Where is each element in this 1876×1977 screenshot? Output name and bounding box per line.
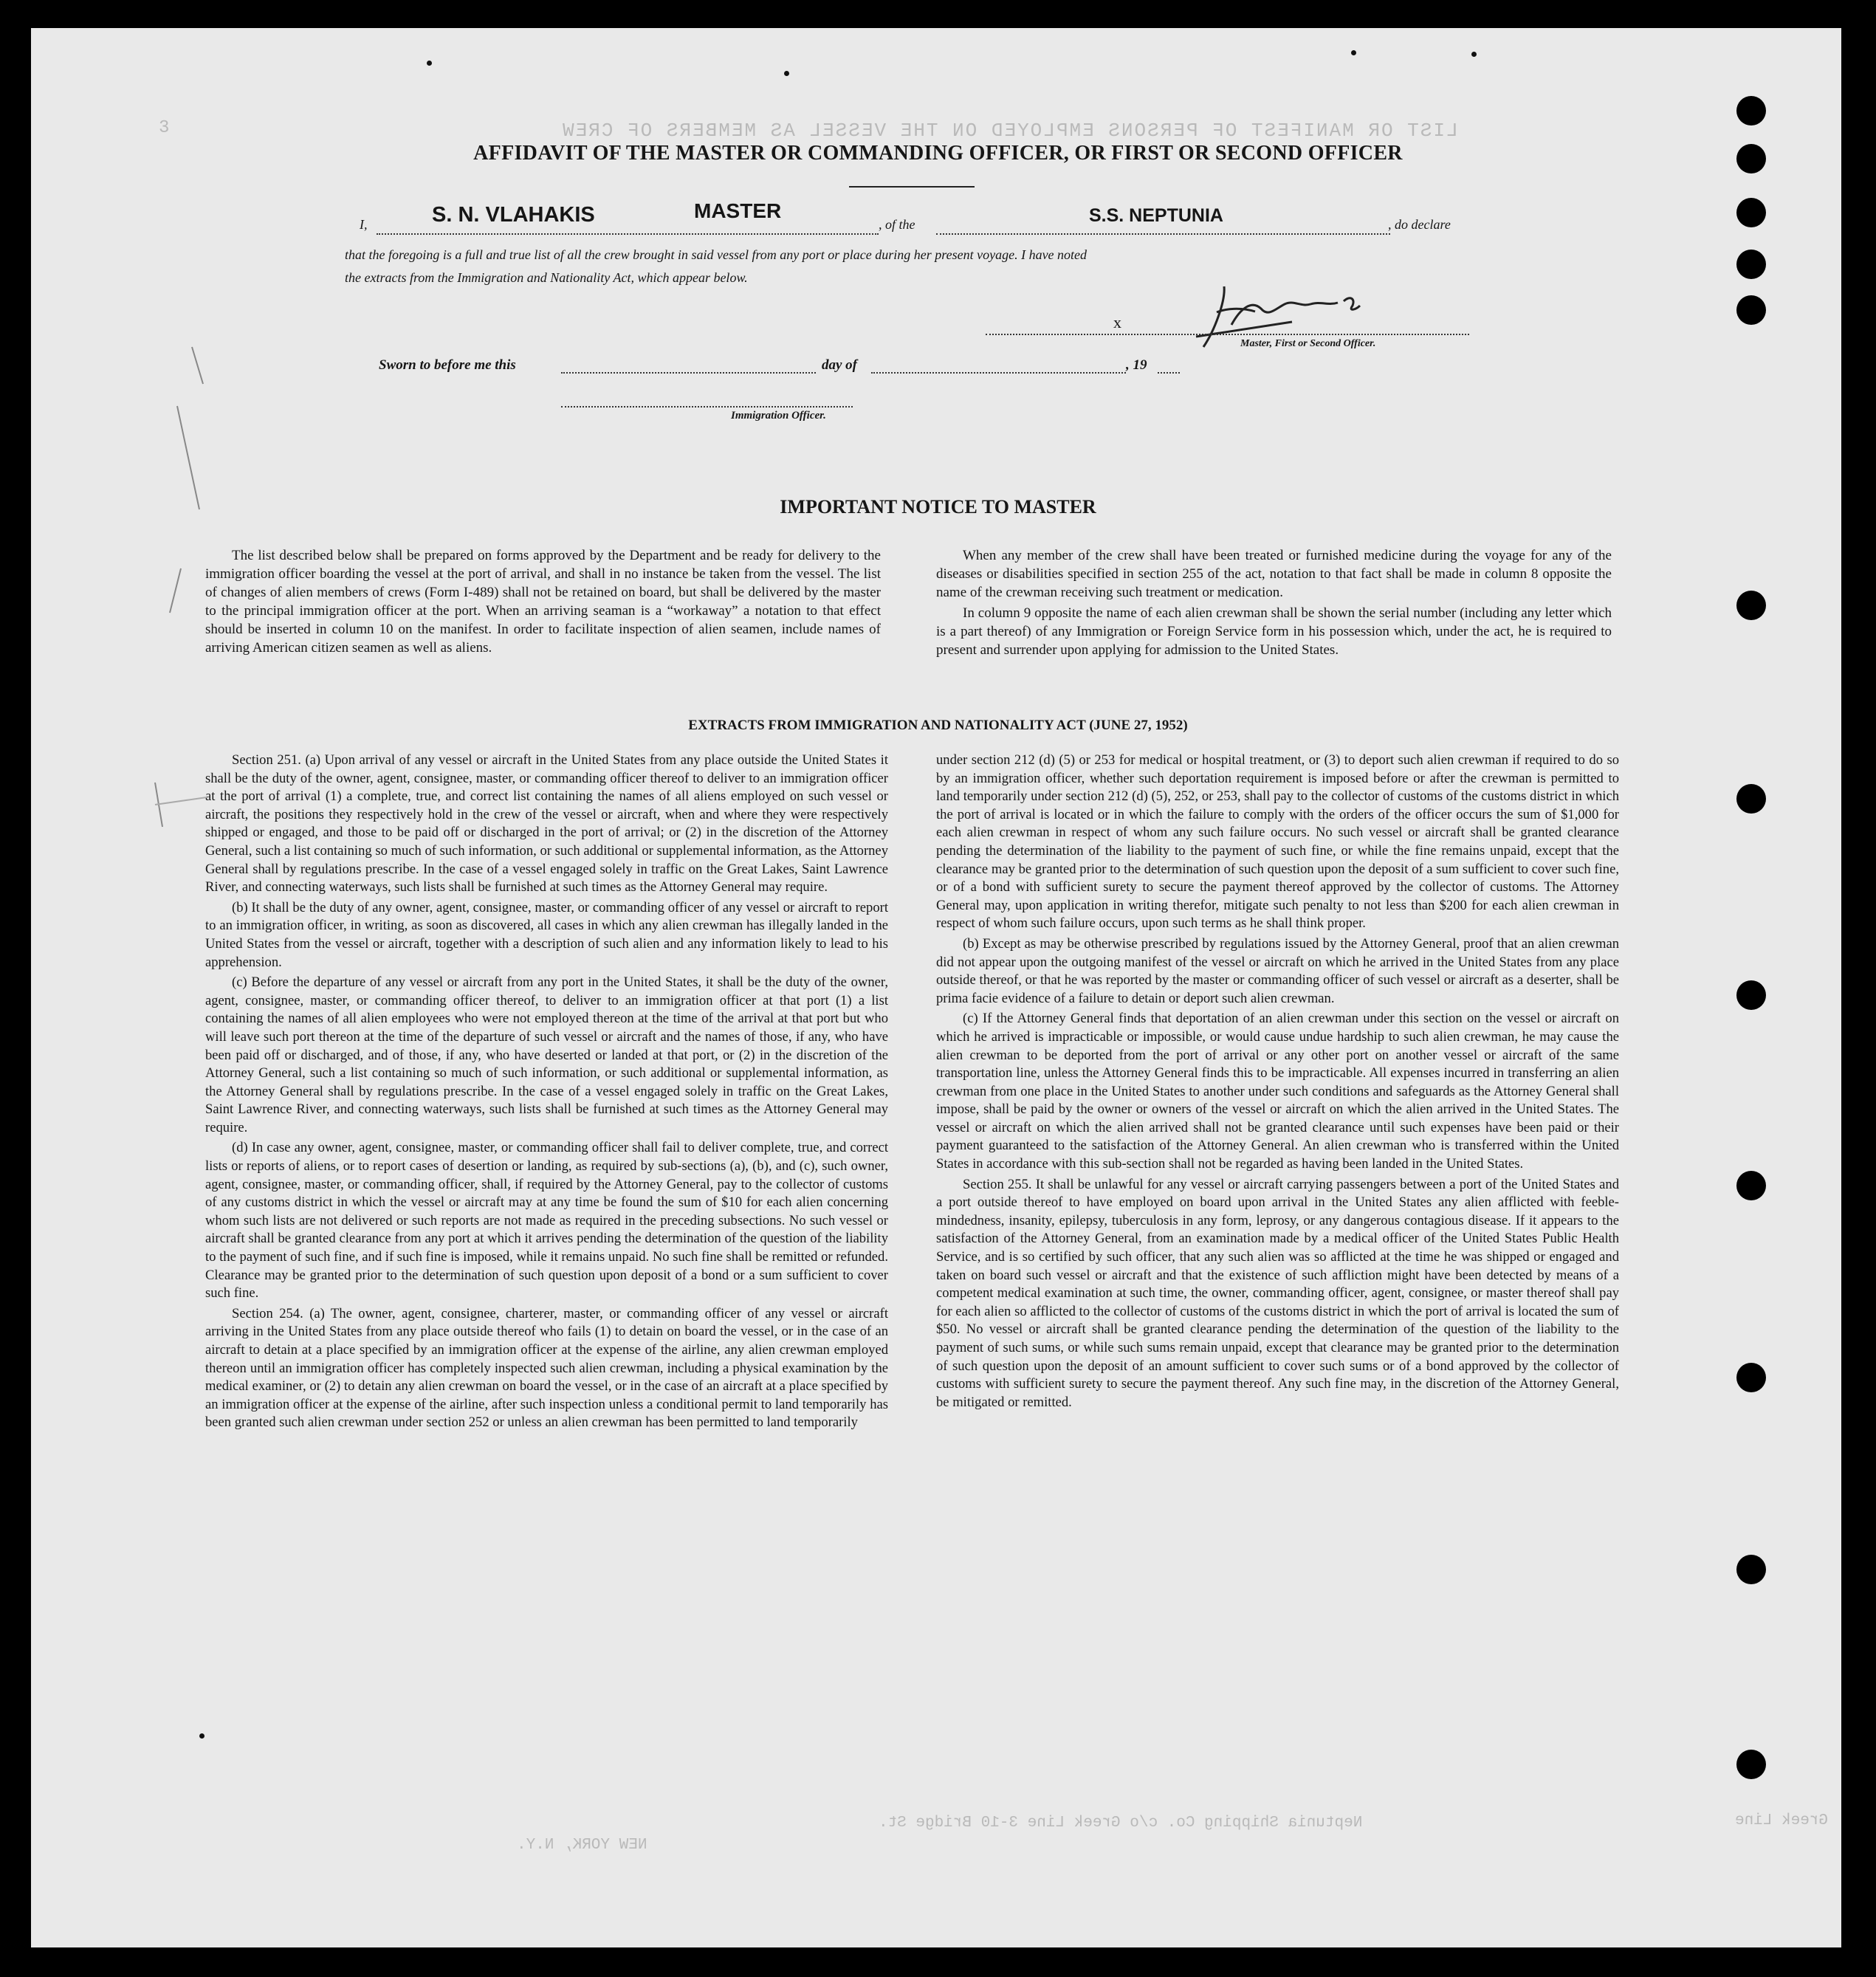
section-251a: Section 251. (a) Upon arrival of any vessel or aircraft in the United States from any place outside the United States it shall be the duty of the owner, agent, consignee, master, or commanding officer thereof to deliver to an immigration officer at the port of arrival (1) a complete, true, and correct list containing the names of all aliens employed on such vessel or aircraft, the positions they respectively hold in the crew of the vessel or aircraft, when and where they were respectively shipped or engaged, and those to be paid off or discharged in the port of arrival; or (2) in the discretion of the Attorney General, such a list containing so much of such information, or such additional or supplemental information, as the Attorney General shall by regulations prescribe. In the case of a vessel engaged solely in traffic on the Great Lakes, Saint Lawrence River, and connecting waterways, such lists shall be furnished at such times as the Attorney General may require.: [205, 752, 888, 895]
ink-speck: [1351, 50, 1356, 55]
notice-right-column: [936, 546, 1612, 661]
bleed-through-footer-line-name: Greek Line: [1735, 1812, 1829, 1829]
do-declare-label: , do declare: [1388, 217, 1451, 232]
sworn-day-line: [561, 372, 816, 374]
declaration-line-1: that the foregoing is a full and true list of all the crew brought in said vessel from any port or place during her present voyage. I have noted: [345, 247, 1088, 262]
notice-right-paragraph-2: In column 9 opposite the name of each alien crewman shall be shown the serial number (including any letter which is a part thereof) of any Immigration or Foreign Service form in his possession which, under the act, he is required to present and surrender upon applying for admission to the United States.: [936, 605, 1612, 658]
section-251b: (b) It shall be the duty of any owner, agent, consignee, master, or commanding officer of any vessel or aircraft to report to an immigration officer, in writing, as soon as discovered, all cases in which any alien crewman has illegally landed in the United States from the vessel or aircraft, together with a description of such alien and any information likely to lead to his apprehension.: [205, 899, 888, 970]
punch-hole: [1736, 591, 1766, 620]
bleed-through-footer-line: Neptunia Shipping Co. c/o Greek Line 3-10 Bridge St.: [879, 1815, 1363, 1832]
name-field-line: [377, 233, 879, 235]
year-label: , 19: [1126, 357, 1147, 373]
master-name-field: S. N. VLAHAKIS: [432, 203, 595, 227]
section-251c: (c) Before the departure of any vessel or aircraft from any port in the United States, it shall be the duty of the owner, agent, consignee, master, or commanding officer thereof, to deliver to an immigration officer at that port (1) a list containing the names of all alien employees who were not employed thereon at the time of the arrival at that port but who will leave such port thereon at the time of the departure of such vessel or aircraft and the names of those, if any, who have been paid off or discharged, and of those, if any, who have deserted or landed at that port, or (2) in the discretion of the Attorney General, such a list containing so much of such information, or such additional or supplemental information, as the Attorney General shall by regulations prescribe. In the case of a vessel engaged solely in traffic on the Great Lakes, Saint Lawrence River, and connecting waterways, such lists shall be furnished at such times as the Attorney General may require.: [205, 974, 888, 1135]
extracts-right-column: [936, 752, 1619, 1414]
signature-caption: Master, First or Second Officer.: [1240, 338, 1376, 349]
affidavit-title: AFFIDAVIT OF THE MASTER OR COMMANDING OFFICER, OR FIRST OR SECOND OFFICER: [473, 142, 1403, 165]
notice-right-paragraph-1: When any member of the crew shall have been treated or furnished medicine during the voyage for any of the diseases or disabilities specified in section 255 of the act, notation to that fact shall be made in column 8 opposite the name of the crewman receiving such treatment or medication.: [936, 548, 1612, 600]
section-251d: (d) In case any owner, agent, consignee, master, or commanding officer shall fail to deliver complete, true, and correct lists or reports of aliens, or to report cases of desertion or landing, as required by sub-sections (a), (b), and (c), such owner, agent, consignee, master, or commanding officer, shall, if required by the Attorney General, pay to the collector of customs of any customs district in which the vessel or aircraft may at any time be found the sum of $10 for each alien concerning whom such lists are not delivered or such reports are not made as required in the preceding subsections. No such vessel or aircraft shall be granted clearance from any port at which it arrives pending the determination of the question of the liability to the payment of such fine, and if such fine is imposed, while it remains unpaid. No such fine shall be remitted or refunded. Clearance may be granted prior to the determination of such question upon deposit of a bond or a sum sufficient to cover such fine.: [205, 1140, 888, 1302]
section-255: Section 255. It shall be unlawful for any vessel or aircraft carrying passengers between a port of the United States and a port outside thereof to have employed on board upon arrival in the United States any alien afflicted with feeble-mindedness, insanity, epilepsy, tuberculosis in any form, leprosy, or any dangerous contagious disease. If it appears to the satisfaction of the Attorney General, from an examination made by a medical officer of the United States Public Health Service, and is so certified by such officer, that any such alien was so afflicted at the time he was shipped or engaged and taken on board such vessel or aircraft and that the existence of such affliction might have been detected by means of a competent medical examination at such time, the owner, commanding officer, agent, consignee, or master thereof shall pay for each alien so afflicted to the collector of customs of the customs district in which the port of arrival is located the sum of $50. No vessel or aircraft shall be granted clearance pending the determination of the question of the liability to the payment of such sums, or while such sums remain unpaid, except that clearance may be granted prior to the determination of such question upon the deposit of an amount sufficient to cover such sums or of a bond approved by the collector of customs with sufficient surety to secure the payment thereof. Any such fine may, in the discretion of the Attorney General, be mitigated or remitted.: [936, 1176, 1619, 1410]
immigration-officer-line: [561, 406, 853, 408]
extracts-left-column: [205, 752, 888, 1434]
ink-speck: [199, 1733, 205, 1739]
sworn-year-line: [1158, 372, 1180, 374]
punch-hole: [1736, 1555, 1766, 1584]
punch-hole: [1736, 1171, 1766, 1200]
title-divider: [849, 186, 975, 188]
section-254b: (b) Except as may be otherwise prescribed by regulations issued by the Attorney General, proof that an alien crewman did not appear upon the outgoing manifest of the vessel or aircraft on which he arrived in the United States from any place outside thereof, or that he was reported by the master or commanding officer of such vessel or aircraft as a deserter, shall be prima facie evidence of a failure to detain or deport such alien crewman.: [936, 935, 1619, 1006]
margin-pencil-marks: [148, 325, 236, 842]
vessel-field-line: [936, 233, 1390, 235]
of-the-label: , of the: [879, 217, 915, 232]
day-of-label: day of: [822, 357, 858, 373]
punch-hole: [1736, 96, 1766, 126]
section-254c: (c) If the Attorney General finds that deportation of an alien crewman under this section on the vessel or aircraft on which he arrived is impracticable or impossible, or would cause undue hardship to such alien crewman, he may cause the alien crewman to be deported from the port of arrival or any other port on another vessel or aircraft of the same transportation line, unless the Attorney General finds this to be impracticable. All expenses incurred in transferring an alien crewman from one place in the United States to another under such conditions and safeguards as the Attorney General shall impose, shall be paid by the owner or owners of the vessel or aircraft on which the alien arrived in the United States. The vessel or aircraft on which the alien arrived shall not be granted clearance until such expenses have been paid or their payment guaranteed to the satisfaction of the Attorney General. An alien crewman who is transferred within the United States in accordance with this sub-section shall not be regarded as having been landed in the United States.: [936, 1011, 1619, 1172]
declaration-line-2: the extracts from the Immigration and Nationality Act, which appear below.: [345, 270, 748, 285]
section-254a: Section 254. (a) The owner, agent, consignee, charterer, master, or commanding officer of any vessel or aircraft arriving in the United States from any place outside thereof who fails (1) to detain on board the vessel, or in the case of an aircraft to detain at a place specified by an immigration officer at the expense of the airline, any alien crewman employed thereon until an immigration officer has completely inspected such alien crewman, including a physical examination by the medical examiner, or (2) to detain any alien crewman on board the vessel, or in the case of an aircraft at a place specified by an immigration officer at the expense of the airline, after such inspection unless a conditional permit to land temporarily has been granted such alien crewman under section 252 or unless an alien crewman has been permitted to land temporarily: [205, 1305, 888, 1431]
ink-speck: [427, 61, 432, 66]
bleed-through-heading: LIST OR MANIFEST OF PERSONS EMPLOYED ON THE VESSEL AS MEMBERS OF CREW: [561, 120, 1458, 142]
ink-speck: [784, 71, 789, 76]
ink-speck: [1471, 52, 1477, 57]
punch-hole: [1736, 144, 1766, 173]
sworn-month-line: [871, 372, 1126, 374]
bleed-page-number: 3: [159, 118, 170, 138]
affidavit-prefix: I,: [360, 217, 368, 232]
section-254a-continued: under section 212 (d) (5) or 253 for medical or hospital treatment, or (3) to deport such alien crewman if required to do so by an immigration officer, whether such deportation requirement is imposed before or after the crewman is permitted to land temporarily under section 212 (d) (5), 252, or 253, shall pay to the collector of customs of the customs district in which the port of arrival is located or in which the failure to comply with the orders of the officer occurs the sum of $1,000 for each alien crewman in respect of whom any such failure occurs. No such vessel or aircraft shall be granted clearance pending the determination of the liability to the payment of such fine, or while the fine remains unpaid, except that the clearance may be granted prior to the determination of such question upon the deposit of a sum sufficient to cover such fine, or of a bond with sufficient surety to secure the payment thereof approved by the collector of customs. The Attorney General may, upon application in writing therefor, mitigate such penalty to not less than $200 for each alien crewman in respect of whom such failure occurs, upon such terms as he shall think proper.: [936, 752, 1619, 932]
punch-hole: [1736, 1750, 1766, 1779]
punch-hole: [1736, 250, 1766, 279]
officer-caption: Immigration Officer.: [731, 410, 826, 422]
punch-hole: [1736, 980, 1766, 1010]
signature-line: [986, 334, 1469, 335]
notice-left-paragraph: The list described below shall be prepared on forms approved by the Department and be ready for delivery to the immigration officer boarding the vessel at the port of arrival, and shall in no instance be taken from the vessel. The list of changes of alien members of crews (Form I-489) shall not be retained on board, but shall be delivered by the master to the principal immigration officer at the port. When an arriving seaman is a “workaway” a notation to that effect should be inserted in column 10 on the manifest. In order to facilitate inspection of alien seamen, include names of arriving American citizen seamen as well as aliens.: [205, 548, 881, 656]
sworn-label: Sworn to before me this: [379, 357, 516, 373]
punch-hole: [1736, 1363, 1766, 1392]
rank-field: MASTER: [694, 199, 782, 222]
bleed-through-footer-city: NEW YORK, N.Y.: [517, 1837, 647, 1854]
extracts-title: EXTRACTS FROM IMMIGRATION AND NATIONALITY ACT (JUNE 27, 1952): [688, 718, 1188, 733]
punch-hole: [1736, 295, 1766, 325]
signature-x-mark: x: [1113, 313, 1121, 331]
vessel-name-field: S.S. NEPTUNIA: [1089, 205, 1223, 226]
punch-hole: [1736, 198, 1766, 227]
notice-title: IMPORTANT NOTICE TO MASTER: [780, 496, 1096, 518]
punch-hole: [1736, 784, 1766, 814]
notice-left-column: [205, 546, 881, 659]
